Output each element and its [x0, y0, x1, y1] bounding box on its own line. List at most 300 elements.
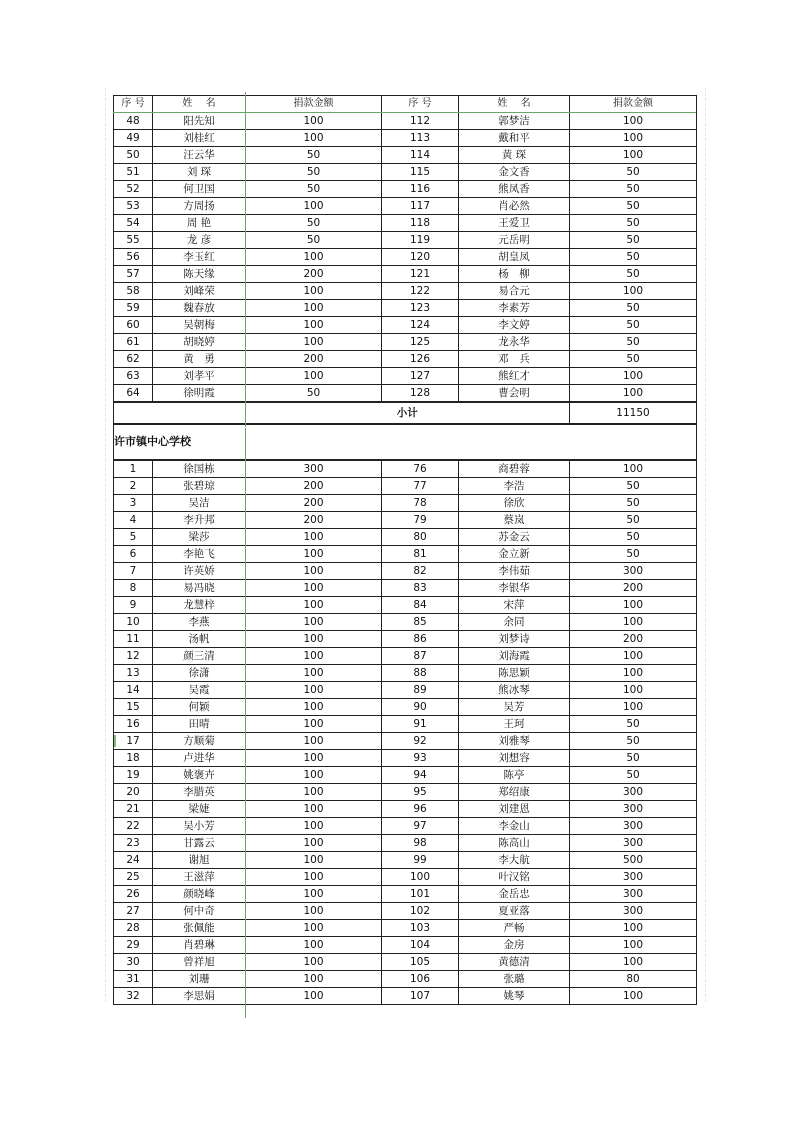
cell-amount: 100	[246, 631, 382, 648]
table-row	[114, 232, 697, 249]
cell-name: 李升邦	[153, 512, 246, 529]
cell-amount: 100	[246, 368, 382, 385]
cell-no-2: 91	[382, 716, 459, 733]
subtotal-row	[114, 402, 697, 424]
cell-no: 19	[114, 767, 153, 784]
cell-no: 5	[114, 529, 153, 546]
table-row	[114, 368, 697, 385]
table-row	[114, 988, 697, 1005]
cell-no: 63	[114, 368, 153, 385]
cell-no: 2	[114, 478, 153, 495]
cell-no: 22	[114, 818, 153, 835]
cell-name: 梁婕	[153, 801, 246, 818]
cell-no: 24	[114, 852, 153, 869]
cell-no-2: 127	[382, 368, 459, 385]
cell-amount-2: 200	[570, 580, 697, 597]
cell-name: 姚褒卉	[153, 767, 246, 784]
cell-name-2: 金房	[459, 937, 570, 954]
cell-no-2: 104	[382, 937, 459, 954]
cell-amount-2: 50	[570, 546, 697, 563]
cell-amount-2: 50	[570, 215, 697, 232]
table-row	[114, 869, 697, 886]
section-row	[114, 424, 697, 460]
cell-name-2: 商碧蓉	[459, 460, 570, 478]
cell-amount-2: 50	[570, 164, 697, 181]
cell-no: 57	[114, 266, 153, 283]
cell-amount-2: 50	[570, 529, 697, 546]
cell-no: 16	[114, 716, 153, 733]
table-row	[114, 113, 697, 130]
cell-no-2: 82	[382, 563, 459, 580]
table-row	[114, 198, 697, 215]
cell-amount: 100	[246, 614, 382, 631]
cell-no: 50	[114, 147, 153, 164]
cell-amount-2: 100	[570, 368, 697, 385]
table-row	[114, 478, 697, 495]
cell-name-2: 叶汉铭	[459, 869, 570, 886]
cell-amount: 100	[246, 317, 382, 334]
cell-no: 14	[114, 682, 153, 699]
table-row	[114, 334, 697, 351]
cell-name-2: 金立新	[459, 546, 570, 563]
cell-name: 胡晓婷	[153, 334, 246, 351]
cell-no: 4	[114, 512, 153, 529]
cell-no-2: 84	[382, 597, 459, 614]
cell-no: 56	[114, 249, 153, 266]
cell-amount-2: 50	[570, 181, 697, 198]
cell-amount: 100	[246, 767, 382, 784]
cell-name: 梁莎	[153, 529, 246, 546]
cell-no-2: 97	[382, 818, 459, 835]
cell-no-2: 124	[382, 317, 459, 334]
table-row	[114, 852, 697, 869]
header-row	[114, 96, 697, 113]
cell-name-2: 元岳明	[459, 232, 570, 249]
cell-no: 23	[114, 835, 153, 852]
cell-no: 55	[114, 232, 153, 249]
cell-no-2: 79	[382, 512, 459, 529]
cell-amount-2: 100	[570, 597, 697, 614]
table-row	[114, 903, 697, 920]
cell-name: 颜晓峰	[153, 886, 246, 903]
cell-no: 28	[114, 920, 153, 937]
cell-no: 20	[114, 784, 153, 801]
cell-no-2: 102	[382, 903, 459, 920]
cell-name: 刘 琛	[153, 164, 246, 181]
header-cell-name: 姓 名	[153, 96, 246, 113]
cell-no: 62	[114, 351, 153, 368]
cell-amount: 100	[246, 937, 382, 954]
cell-amount-2: 100	[570, 460, 697, 478]
table-row	[114, 266, 697, 283]
cell-name-2: 蔡岚	[459, 512, 570, 529]
cell-name: 龙慧梓	[153, 597, 246, 614]
table-row	[114, 385, 697, 403]
selection-border	[245, 92, 246, 427]
cell-name: 刘峰荣	[153, 283, 246, 300]
header-cell-amount: 捐款金额	[246, 96, 382, 113]
cell-no-2: 94	[382, 767, 459, 784]
cell-amount-2: 300	[570, 886, 697, 903]
cell-amount-2: 300	[570, 869, 697, 886]
cell-name: 刘桂红	[153, 130, 246, 147]
cell-amount: 200	[246, 266, 382, 283]
cell-amount: 100	[246, 699, 382, 716]
cell-name-2: 王爱卫	[459, 215, 570, 232]
cell-no-2: 92	[382, 733, 459, 750]
table-row	[114, 750, 697, 767]
cell-name: 吴朝梅	[153, 317, 246, 334]
cell-no: 58	[114, 283, 153, 300]
cell-amount: 100	[246, 563, 382, 580]
cell-amount: 100	[246, 920, 382, 937]
cell-name: 吴小芳	[153, 818, 246, 835]
cell-name-2: 李伟茹	[459, 563, 570, 580]
cell-name-2: 徐欣	[459, 495, 570, 512]
cell-name-2: 杨 柳	[459, 266, 570, 283]
header-cell-name-2: 姓 名	[459, 96, 570, 113]
cell-amount-2: 100	[570, 147, 697, 164]
cell-no: 1	[114, 460, 153, 478]
cell-no-2: 119	[382, 232, 459, 249]
cell-no-2: 105	[382, 954, 459, 971]
cell-name: 易冯晓	[153, 580, 246, 597]
cell-amount-2: 100	[570, 937, 697, 954]
cell-name-2: 陈高山	[459, 835, 570, 852]
cell-amount: 100	[246, 988, 382, 1005]
cell-amount-2: 300	[570, 784, 697, 801]
cell-no: 6	[114, 546, 153, 563]
cell-name: 肖碧琳	[153, 937, 246, 954]
table-row	[114, 801, 697, 818]
cell-name: 王滋萍	[153, 869, 246, 886]
cell-name: 周 艳	[153, 215, 246, 232]
cell-name-2: 刘雅琴	[459, 733, 570, 750]
cell-name: 曾祥旭	[153, 954, 246, 971]
cell-no-2: 128	[382, 385, 459, 403]
cell-name-2: 余同	[459, 614, 570, 631]
cell-name-2: 苏金云	[459, 529, 570, 546]
cell-amount: 100	[246, 801, 382, 818]
cell-amount-2: 50	[570, 733, 697, 750]
table-row	[114, 937, 697, 954]
cell-amount-2: 100	[570, 614, 697, 631]
cell-name: 李玉红	[153, 249, 246, 266]
table-row	[114, 181, 697, 198]
cell-amount: 100	[246, 835, 382, 852]
cell-amount-2: 50	[570, 478, 697, 495]
table-row	[114, 546, 697, 563]
cell-name-2: 郭梦洁	[459, 113, 570, 130]
cell-amount-2: 100	[570, 648, 697, 665]
cell-no-2: 99	[382, 852, 459, 869]
cell-name: 李艳飞	[153, 546, 246, 563]
cell-no-2: 78	[382, 495, 459, 512]
table-row	[114, 971, 697, 988]
header-cell-no: 序 号	[114, 96, 153, 113]
cell-name: 何中奇	[153, 903, 246, 920]
cell-name-2: 金岳忠	[459, 886, 570, 903]
cell-name: 张碧琼	[153, 478, 246, 495]
cell-no-2: 117	[382, 198, 459, 215]
cell-no: 10	[114, 614, 153, 631]
cell-amount: 100	[246, 852, 382, 869]
cell-amount-2: 50	[570, 750, 697, 767]
table-row	[114, 563, 697, 580]
cell-no: 25	[114, 869, 153, 886]
cell-no: 17	[114, 733, 153, 750]
cell-name: 汤帆	[153, 631, 246, 648]
cell-name: 许英娇	[153, 563, 246, 580]
cell-amount-2: 100	[570, 699, 697, 716]
table-row	[114, 597, 697, 614]
cell-amount-2: 200	[570, 631, 697, 648]
cell-no: 31	[114, 971, 153, 988]
cell-amount: 200	[246, 512, 382, 529]
cell-no: 27	[114, 903, 153, 920]
table-row	[114, 784, 697, 801]
cell-name-2: 黄德清	[459, 954, 570, 971]
cell-no: 60	[114, 317, 153, 334]
table-row	[114, 460, 697, 478]
cell-name: 黄 勇	[153, 351, 246, 368]
subtotal-blank	[114, 402, 246, 424]
cell-amount-2: 100	[570, 113, 697, 130]
cell-amount-2: 300	[570, 563, 697, 580]
cell-amount: 100	[246, 546, 382, 563]
cell-name: 阳先知	[153, 113, 246, 130]
cell-no: 53	[114, 198, 153, 215]
cell-amount: 100	[246, 113, 382, 130]
table-row	[114, 682, 697, 699]
cell-no-2: 113	[382, 130, 459, 147]
cell-no-2: 106	[382, 971, 459, 988]
table-row	[114, 631, 697, 648]
cell-no: 3	[114, 495, 153, 512]
cell-name-2: 熊冰琴	[459, 682, 570, 699]
cell-no-2: 125	[382, 334, 459, 351]
row-marker	[114, 735, 116, 747]
cell-amount: 100	[246, 529, 382, 546]
cell-amount: 100	[246, 682, 382, 699]
cell-no-2: 77	[382, 478, 459, 495]
table-row	[114, 283, 697, 300]
cell-name-2: 陈思颖	[459, 665, 570, 682]
cell-amount: 100	[246, 784, 382, 801]
cell-name: 吴霞	[153, 682, 246, 699]
cell-no: 7	[114, 563, 153, 580]
cell-name-2: 肖必然	[459, 198, 570, 215]
cell-name-2: 曹会明	[459, 385, 570, 403]
cell-no: 32	[114, 988, 153, 1005]
cell-name: 谢旭	[153, 852, 246, 869]
cell-no-2: 80	[382, 529, 459, 546]
cell-no-2: 96	[382, 801, 459, 818]
cell-name: 吴洁	[153, 495, 246, 512]
table-row	[114, 495, 697, 512]
cell-amount: 100	[246, 665, 382, 682]
cell-name-2: 张璐	[459, 971, 570, 988]
cell-no-2: 98	[382, 835, 459, 852]
cell-name: 龙 彦	[153, 232, 246, 249]
cell-amount: 100	[246, 886, 382, 903]
cell-no-2: 115	[382, 164, 459, 181]
cell-name-2: 李文婷	[459, 317, 570, 334]
sheet-gridline	[105, 88, 106, 1002]
cell-name: 何颖	[153, 699, 246, 716]
cell-name: 徐国栋	[153, 460, 246, 478]
header-cell-no-2: 序 号	[382, 96, 459, 113]
cell-no-2: 83	[382, 580, 459, 597]
cell-amount-2: 100	[570, 682, 697, 699]
cell-no: 48	[114, 113, 153, 130]
cell-no-2: 118	[382, 215, 459, 232]
donation-table	[113, 95, 697, 1005]
table-row	[114, 317, 697, 334]
cell-name-2: 熊凤香	[459, 181, 570, 198]
table-row	[114, 249, 697, 266]
cell-amount-2: 300	[570, 835, 697, 852]
cell-name-2: 金文香	[459, 164, 570, 181]
cell-no-2: 107	[382, 988, 459, 1005]
cell-no: 30	[114, 954, 153, 971]
cell-no-2: 88	[382, 665, 459, 682]
cell-amount: 50	[246, 215, 382, 232]
cell-no: 18	[114, 750, 153, 767]
cell-name-2: 戴和平	[459, 130, 570, 147]
cell-amount-2: 50	[570, 266, 697, 283]
cell-amount: 100	[246, 300, 382, 317]
cell-amount: 100	[246, 971, 382, 988]
cell-name-2: 陈亭	[459, 767, 570, 784]
cell-no-2: 101	[382, 886, 459, 903]
cell-amount: 100	[246, 903, 382, 920]
table-row	[114, 130, 697, 147]
cell-name: 李燕	[153, 614, 246, 631]
table-row	[114, 529, 697, 546]
cell-name: 甘露云	[153, 835, 246, 852]
cell-amount-2: 100	[570, 385, 697, 403]
cell-no-2: 112	[382, 113, 459, 130]
cell-amount-2: 100	[570, 920, 697, 937]
cell-amount: 100	[246, 580, 382, 597]
cell-no: 64	[114, 385, 153, 403]
cell-name: 李思娟	[153, 988, 246, 1005]
table-row	[114, 920, 697, 937]
cell-no: 54	[114, 215, 153, 232]
table-row	[114, 580, 697, 597]
cell-amount-2: 100	[570, 954, 697, 971]
cell-name: 汪云华	[153, 147, 246, 164]
cell-no: 13	[114, 665, 153, 682]
selection-border	[245, 428, 246, 1018]
cell-no: 15	[114, 699, 153, 716]
cell-amount-2: 50	[570, 249, 697, 266]
cell-name: 魏春放	[153, 300, 246, 317]
cell-no-2: 95	[382, 784, 459, 801]
table-row	[114, 665, 697, 682]
cell-name-2: 严畅	[459, 920, 570, 937]
cell-amount: 300	[246, 460, 382, 478]
cell-no: 49	[114, 130, 153, 147]
cell-name-2: 刘建恩	[459, 801, 570, 818]
cell-name-2: 郑绍康	[459, 784, 570, 801]
cell-name-2: 李大航	[459, 852, 570, 869]
subtotal-label: 小计	[246, 402, 570, 424]
cell-amount-2: 50	[570, 317, 697, 334]
cell-no-2: 86	[382, 631, 459, 648]
cell-name: 李腊英	[153, 784, 246, 801]
cell-amount: 50	[246, 232, 382, 249]
cell-amount: 100	[246, 648, 382, 665]
cell-amount: 200	[246, 351, 382, 368]
cell-no: 9	[114, 597, 153, 614]
cell-no-2: 89	[382, 682, 459, 699]
table-row	[114, 147, 697, 164]
cell-amount-2: 50	[570, 512, 697, 529]
cell-name: 徐潇	[153, 665, 246, 682]
cell-no-2: 100	[382, 869, 459, 886]
cell-amount: 100	[246, 198, 382, 215]
cell-amount-2: 50	[570, 495, 697, 512]
cell-amount: 100	[246, 334, 382, 351]
cell-name-2: 刘想容	[459, 750, 570, 767]
cell-no-2: 90	[382, 699, 459, 716]
section-title: 许市镇中心学校	[114, 424, 697, 460]
cell-name-2: 邓 兵	[459, 351, 570, 368]
table-row	[114, 886, 697, 903]
cell-no-2: 103	[382, 920, 459, 937]
cell-name: 方周扬	[153, 198, 246, 215]
cell-amount: 50	[246, 147, 382, 164]
cell-amount: 100	[246, 750, 382, 767]
cell-amount: 100	[246, 716, 382, 733]
cell-name-2: 易合元	[459, 283, 570, 300]
cell-amount-2: 50	[570, 198, 697, 215]
cell-no-2: 123	[382, 300, 459, 317]
cell-name: 陈天缘	[153, 266, 246, 283]
cell-no-2: 85	[382, 614, 459, 631]
cell-no-2: 121	[382, 266, 459, 283]
cell-name-2: 李素芳	[459, 300, 570, 317]
header-cell-amount-2: 捐款金额	[570, 96, 697, 113]
table-row	[114, 954, 697, 971]
cell-name: 何卫国	[153, 181, 246, 198]
table-row	[114, 648, 697, 665]
cell-name: 刘孝平	[153, 368, 246, 385]
table-row	[114, 733, 697, 750]
cell-name: 方顺菊	[153, 733, 246, 750]
cell-amount: 50	[246, 385, 382, 403]
table-row	[114, 512, 697, 529]
table-row	[114, 716, 697, 733]
cell-name-2: 黄 琛	[459, 147, 570, 164]
table-row	[114, 614, 697, 631]
cell-amount: 100	[246, 733, 382, 750]
cell-no: 12	[114, 648, 153, 665]
table-row	[114, 699, 697, 716]
cell-amount-2: 100	[570, 130, 697, 147]
cell-amount-2: 50	[570, 716, 697, 733]
cell-amount: 100	[246, 283, 382, 300]
selection-border	[113, 112, 696, 113]
cell-amount-2: 100	[570, 665, 697, 682]
cell-amount: 100	[246, 130, 382, 147]
cell-no: 61	[114, 334, 153, 351]
cell-amount: 200	[246, 495, 382, 512]
cell-amount-2: 50	[570, 300, 697, 317]
cell-name: 颜三清	[153, 648, 246, 665]
